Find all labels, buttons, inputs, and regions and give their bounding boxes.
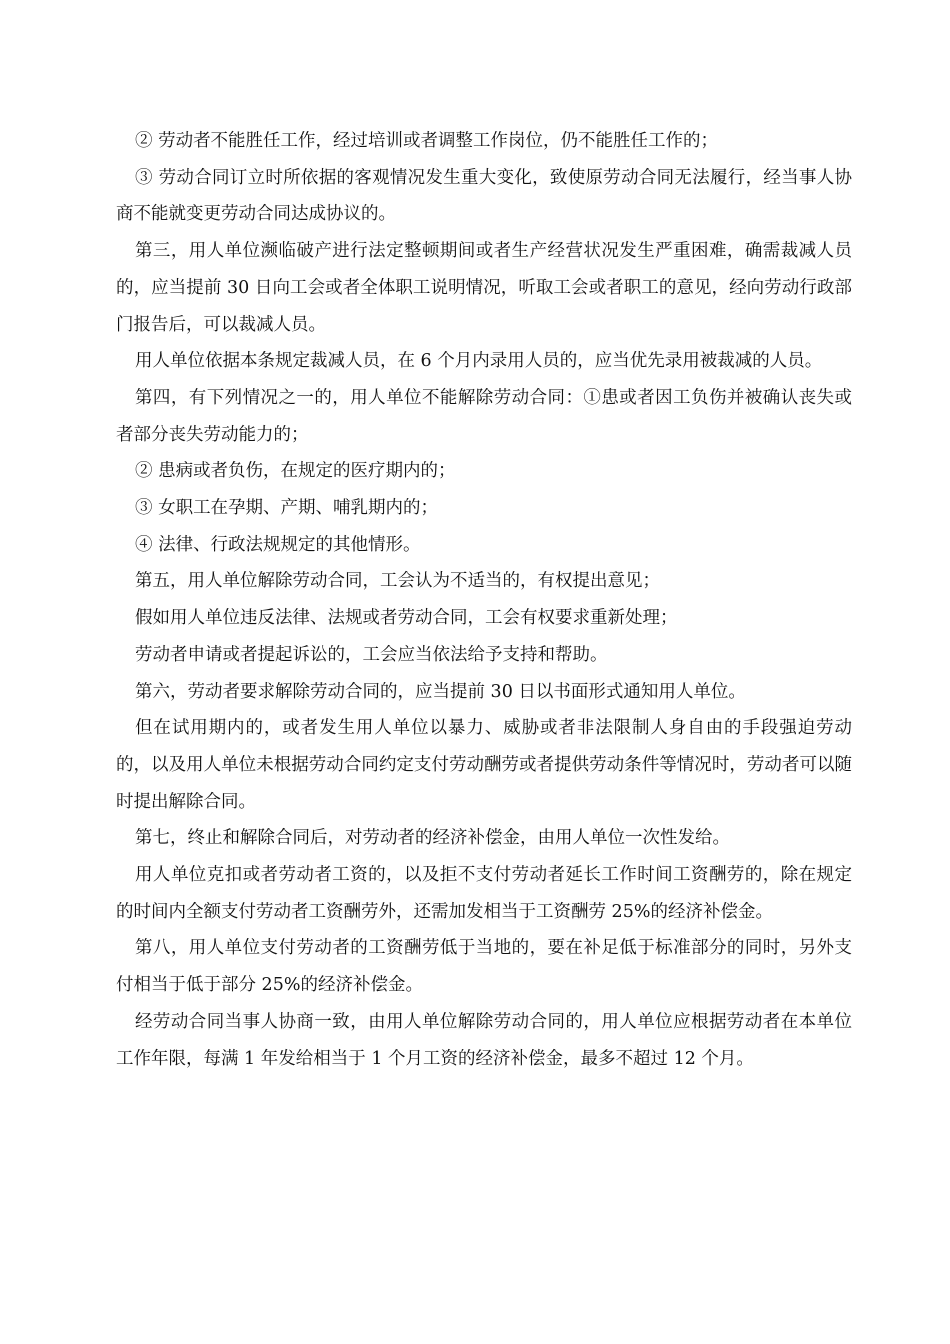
paragraph: 第五，用人单位解除劳动合同，工会认为不适当的，有权提出意见； — [135, 571, 660, 592]
paragraph: 假如用人单位违反法律、法规或者劳动合同，工会有权要求重新处理； — [135, 608, 678, 629]
paragraph: 第四，有下列情况之一的，用人单位不能解除劳动合同：①患或者因工负伤并被确认丧失或者部分丧失劳动能力的； — [116, 387, 852, 445]
paragraph: 第六，劳动者要求解除劳动合同的，应当提前 30 日以书面形式通知用人单位。 — [135, 681, 746, 702]
paragraph: 第三，用人单位濒临破产进行法定整顿期间或者生产经营状况发生严重困难，确需裁减人员的，应当提前 30 日向工会或者全体职工说明情况，听取工会或者职工的意见，经向劳动行政部门报告后，可以裁减人员。 — [116, 241, 852, 335]
paragraph: 用人单位依据本条规定裁减人员，在 6 个月内录用人员的，应当优先录用被裁减的人员。 — [135, 351, 823, 372]
paragraph: ④ 法律、行政法规规定的其他情形。 — [135, 534, 421, 555]
paragraph: 但在试用期内的，或者发生用人单位以暴力、威胁或者非法限制人身自由的手段强迫劳动的，以及用人单位未根据劳动合同约定支付劳动酬劳或者提供劳动条件等情况时，劳动者可以随时提出解除合同。 — [116, 718, 852, 812]
paragraph: 劳动者申请或者提起诉讼的，工会应当依法给予支持和帮助。 — [135, 644, 608, 665]
paragraph: ③ 劳动合同订立时所依据的客观情况发生重大变化，致使原劳动合同无法履行，经当事人协商不能就变更劳动合同达成协议的。 — [116, 167, 852, 225]
paragraph: 经劳动合同当事人协商一致，由用人单位解除劳动合同的，用人单位应根据劳动者在本单位工作年限，每满 1 年发给相当于 1 个月工资的经济补偿金，最多不超过 12 个月。 — [116, 1011, 852, 1069]
paragraph: ② 患病或者负伤，在规定的医疗期内的； — [135, 461, 456, 482]
paragraph: ③ 女职工在孕期、产期、哺乳期内的； — [135, 498, 439, 519]
paragraph: 第八，用人单位支付劳动者的工资酬劳低于当地的，要在补足低于标准部分的同时，另外支付相当于低于部分 25%的经济补偿金。 — [116, 938, 852, 996]
document-body — [116, 123, 852, 1077]
paragraph: ② 劳动者不能胜任工作，经过培训或者调整工作岗位，仍不能胜任工作的； — [135, 131, 719, 151]
paragraph: 第七，终止和解除合同后，对劳动者的经济补偿金，由用人单位一次性发给。 — [135, 828, 730, 849]
paragraph: 用人单位克扣或者劳动者工资的，以及拒不支付劳动者延长工作时间工资酬劳的，除在规定的时间内全额支付劳动者工资酬劳外，还需加发相当于工资酬劳 25%的经济补偿金。 — [116, 865, 852, 922]
